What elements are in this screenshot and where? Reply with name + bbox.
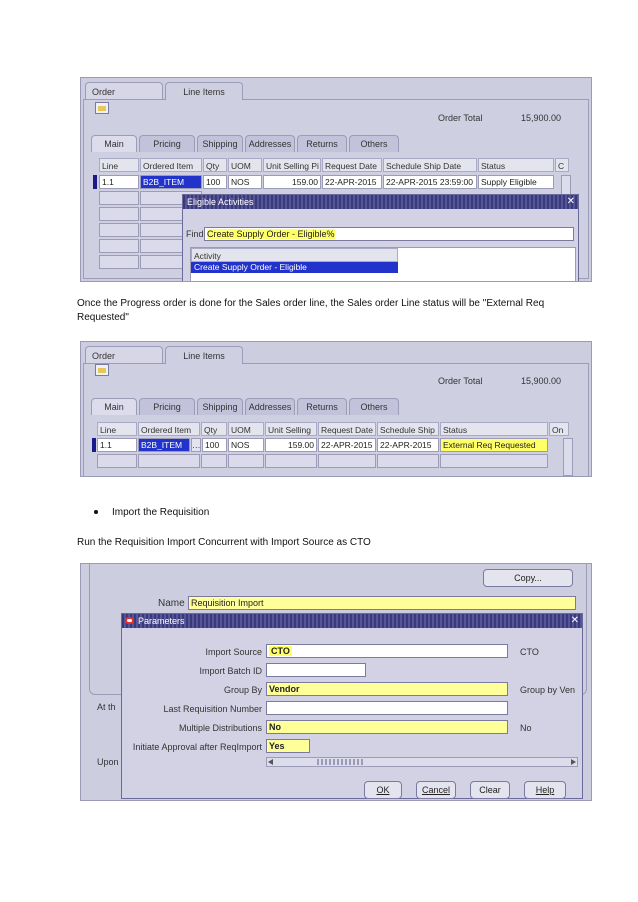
activity-item[interactable]: Create Supply Order - Eligible xyxy=(191,262,398,273)
subtab-addresses[interactable]: Addresses xyxy=(245,398,295,415)
empty-cell[interactable] xyxy=(99,255,139,269)
col-line: Line xyxy=(97,422,137,436)
order-total-value: 15,900.00 xyxy=(521,376,562,386)
param-label-multiple-distributions: Multiple Distributions xyxy=(178,723,262,733)
side-label-upon: Upon xyxy=(97,757,119,767)
col-line: Line xyxy=(99,158,139,172)
empty-cell[interactable] xyxy=(318,454,376,468)
name-input[interactable]: Requisition Import xyxy=(188,596,576,610)
col-qty: Qty xyxy=(201,422,227,436)
side-label-at: At th xyxy=(97,702,116,712)
ok-button[interactable]: OK xyxy=(364,781,402,799)
param-import-batch-id-input[interactable] xyxy=(266,663,366,677)
cell-status[interactable]: External Req Requested xyxy=(440,438,548,452)
subtab-others[interactable]: Others xyxy=(349,135,399,152)
empty-cell[interactable] xyxy=(440,454,548,468)
empty-cell[interactable] xyxy=(99,191,139,205)
cell-line[interactable]: 1.1 xyxy=(97,438,137,452)
scroll-right-arrow-icon[interactable] xyxy=(571,759,576,765)
cell-uom[interactable]: NOS xyxy=(228,175,262,189)
eligible-activities-dialog xyxy=(182,194,579,282)
current-row-indicator xyxy=(93,175,97,189)
subtab-shipping[interactable]: Shipping xyxy=(197,398,243,415)
subtab-addresses[interactable]: Addresses xyxy=(245,135,295,152)
order-lines-screenshot-2 xyxy=(80,341,592,477)
order-total-value: 15,900.00 xyxy=(521,113,562,123)
requisition-import-screenshot xyxy=(80,563,592,801)
cell-schedule-ship-date[interactable]: 22-APR-2015 23:59:00 xyxy=(383,175,477,189)
scroll-left-arrow-icon[interactable] xyxy=(268,759,273,765)
cancel-button[interactable]: Cancel xyxy=(416,781,456,799)
paragraph-run-import: Run the Requisition Import Concurrent with Import Source as CTO xyxy=(77,537,371,548)
cell-request-date[interactable]: 22-APR-2015 xyxy=(322,175,382,189)
param-group-by-input[interactable]: Vendor xyxy=(266,682,508,696)
close-icon[interactable]: ✕ xyxy=(570,615,579,626)
order-total-label: Order Total xyxy=(438,376,483,386)
col-unit-selling: Unit Selling xyxy=(265,422,317,436)
parameters-dialog xyxy=(121,613,583,799)
paragraph-status-note: Once the Progress order is done for the Sales order line, the Sales order Line status will be "External Req Requested" xyxy=(77,298,545,323)
bullet-item xyxy=(94,506,209,520)
empty-cell[interactable] xyxy=(228,454,264,468)
dialog-title-text: Parameters xyxy=(138,616,185,626)
subtab-others[interactable]: Others xyxy=(349,398,399,415)
col-c: C xyxy=(555,158,569,172)
col-schedule-ship-date: Schedule Ship Date xyxy=(383,158,477,172)
col-on: On xyxy=(549,422,569,436)
col-status: Status xyxy=(478,158,554,172)
param-initiate-approval-input[interactable]: Yes xyxy=(266,739,310,753)
empty-cell[interactable] xyxy=(99,239,139,253)
col-ordered-item: Ordered Item xyxy=(138,422,200,436)
col-schedule-ship: Schedule Ship xyxy=(377,422,439,436)
param-label-last-requisition-number: Last Requisition Number xyxy=(163,704,262,714)
current-row-indicator xyxy=(92,438,96,452)
activity-list xyxy=(190,247,576,282)
cell-request-date[interactable]: 22-APR-2015 xyxy=(318,438,376,452)
empty-cell[interactable] xyxy=(99,207,139,221)
param-import-source-value: CTO xyxy=(271,646,290,656)
cell-qty[interactable]: 100 xyxy=(202,438,227,452)
subtab-returns[interactable]: Returns xyxy=(297,398,347,415)
param-desc-group-by: Group by Ven xyxy=(520,685,576,695)
col-unit-selling: Unit Selling Pi xyxy=(263,158,321,172)
empty-cell[interactable] xyxy=(97,454,137,468)
find-label: Find xyxy=(186,229,204,239)
cell-schedule-ship[interactable]: 22-APR-2015 xyxy=(377,438,439,452)
param-label-initiate-approval: Initiate Approval after ReqImport xyxy=(132,742,262,752)
col-status: Status xyxy=(440,422,548,436)
cell-qty[interactable]: 100 xyxy=(203,175,227,189)
order-total-label: Order Total xyxy=(438,113,483,123)
param-desc-multiple-distributions: No xyxy=(520,723,532,733)
cell-uom[interactable]: NOS xyxy=(228,438,264,452)
empty-cell[interactable] xyxy=(377,454,439,468)
param-label-import-batch-id: Import Batch ID xyxy=(199,666,262,676)
subtab-returns[interactable]: Returns xyxy=(297,135,347,152)
vertical-scrollbar[interactable] xyxy=(563,438,573,476)
subtab-pricing[interactable]: Pricing xyxy=(139,135,195,152)
find-input[interactable] xyxy=(204,227,574,241)
dialog-title: Eligible Activities xyxy=(183,195,578,209)
dialog-title xyxy=(122,614,582,628)
col-uom: UOM xyxy=(228,422,264,436)
clear-button[interactable]: Clear xyxy=(470,781,510,799)
bullet-icon xyxy=(94,510,98,514)
folder-icon[interactable] xyxy=(95,102,109,114)
tab-line-items[interactable]: Line Items xyxy=(165,82,243,100)
tab-order-information[interactable]: Order xyxy=(85,82,163,100)
empty-cell[interactable] xyxy=(99,223,139,237)
cell-unit-selling[interactable]: 159.00 xyxy=(265,438,317,452)
lov-button[interactable]: … xyxy=(192,440,201,450)
scroll-thumb[interactable] xyxy=(317,759,363,765)
subtab-main[interactable]: Main xyxy=(91,135,137,152)
horizontal-scrollbar[interactable] xyxy=(266,757,578,767)
cell-unit-selling[interactable]: 159.00 xyxy=(263,175,321,189)
param-desc-import-source: CTO xyxy=(520,647,539,657)
tab-line-items[interactable]: Line Items xyxy=(165,346,243,364)
folder-icon[interactable] xyxy=(95,364,109,376)
col-qty: Qty xyxy=(203,158,227,172)
find-value: Create Supply Order - Eligible% xyxy=(207,229,335,239)
empty-cell[interactable] xyxy=(138,454,200,468)
copy-button[interactable]: Copy... xyxy=(483,569,573,587)
cell-ordered-item[interactable]: B2B_ITEM xyxy=(138,438,190,452)
order-lines-screenshot-1 xyxy=(80,77,592,282)
subtab-pricing[interactable]: Pricing xyxy=(139,398,195,415)
cell-line[interactable]: 1.1 xyxy=(99,175,139,189)
empty-cell[interactable] xyxy=(201,454,227,468)
close-icon[interactable]: ✕ xyxy=(566,196,575,207)
param-multiple-distributions-input[interactable]: No xyxy=(266,720,508,734)
name-label: Name xyxy=(158,598,185,609)
tab-order-information[interactable]: Order xyxy=(85,346,163,364)
cell-ordered-item[interactable]: B2B_ITEM xyxy=(140,175,202,189)
param-label-group-by: Group By xyxy=(223,685,262,695)
empty-cell[interactable] xyxy=(265,454,317,468)
col-ordered-item: Ordered Item xyxy=(140,158,202,172)
help-button[interactable]: Help xyxy=(524,781,566,799)
col-uom: UOM xyxy=(228,158,262,172)
bullet-text: Import the Requisition xyxy=(112,507,210,518)
activity-header: Activity xyxy=(191,248,398,262)
subtab-main[interactable]: Main xyxy=(91,398,137,415)
subtab-shipping[interactable]: Shipping xyxy=(197,135,243,152)
param-label-import-source: Import Source xyxy=(205,647,262,657)
param-import-source-input[interactable] xyxy=(266,644,508,658)
col-request-date: Request Date xyxy=(322,158,382,172)
oracle-icon xyxy=(125,617,134,624)
cell-status[interactable]: Supply Eligible xyxy=(478,175,554,189)
param-last-requisition-number-input[interactable] xyxy=(266,701,508,715)
col-request-date: Request Date xyxy=(318,422,376,436)
